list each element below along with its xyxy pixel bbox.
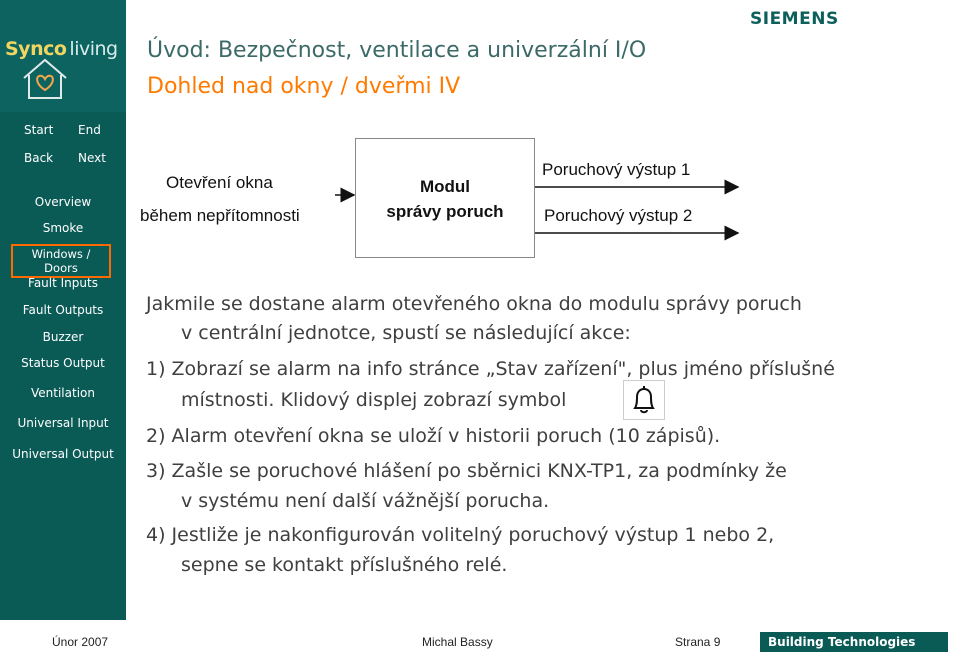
body-item3-line2: v systému není další vážnější porucha. xyxy=(181,490,550,512)
body-item4-line2: sepne se kontakt příslušného relé. xyxy=(181,554,508,576)
module-label-line1: Modul xyxy=(419,177,471,196)
diagram-input-line1: Otevření okna xyxy=(166,173,273,192)
sidebar-item-buzzer[interactable]: Buzzer xyxy=(42,330,84,344)
logo-suffix: living xyxy=(69,38,118,60)
body-item1-line2: místnosti. Klidový displej zobrazí symbol xyxy=(181,389,567,411)
sidebar-item-universal-output[interactable]: Universal Output xyxy=(12,447,114,461)
fault-module-diagram xyxy=(130,130,750,270)
sidebar-item-fault-inputs[interactable]: Fault Inputs xyxy=(28,276,98,290)
next-button[interactable]: Next xyxy=(78,151,106,165)
body-item2: 2) Alarm otevření okna se uloží v historii poruch (10 zápisů). xyxy=(146,425,721,447)
sidebar-item-status-output[interactable]: Status Output xyxy=(21,356,105,370)
sidebar-item-universal-input[interactable]: Universal Input xyxy=(17,416,109,430)
end-button[interactable]: End xyxy=(78,123,101,137)
footer-page-number: Strana 9 xyxy=(675,635,721,649)
sidebar-item-windows-doors[interactable]: Windows / Doors xyxy=(11,244,111,278)
body-item3-line1: 3) Zašle se poruchové hlášení po sběrnici KNX-TP1, za podmínky že xyxy=(146,460,787,482)
sidebar-item-overview[interactable]: Overview xyxy=(34,195,92,209)
sidebar-item-ventilation[interactable]: Ventilation xyxy=(31,386,95,400)
synco-logo xyxy=(0,0,126,112)
sidebar-item-smoke[interactable]: Smoke xyxy=(42,221,84,235)
footer-division: Building Technologies xyxy=(760,632,948,652)
page-subtitle: Dohled nad okny / dveřmi IV xyxy=(147,74,461,99)
footer-date: Únor 2007 xyxy=(52,635,109,649)
page-title: Úvod: Bezpečnost, ventilace a univerzální I/O xyxy=(147,38,647,63)
module-box xyxy=(355,138,535,258)
diagram-output2: Poruchový výstup 2 xyxy=(544,206,693,225)
body-item1-line1: 1) Zobrazí se alarm na info stránce „Stav zařízení", plus jméno příslušné xyxy=(146,358,835,380)
diagram-output1: Poruchový výstup 1 xyxy=(542,160,691,179)
body-intro-1: Jakmile se dostane alarm otevřeného okna do modulu správy poruch xyxy=(146,293,802,315)
back-button[interactable]: Back xyxy=(24,151,54,165)
logo-name: Synco xyxy=(5,38,67,60)
diagram-input-line2: během nepřítomnosti xyxy=(140,206,300,225)
house-heart-icon xyxy=(20,56,70,100)
bell-icon xyxy=(623,380,665,420)
siemens-logo: SIEMENS xyxy=(750,9,839,29)
footer-author: Michal Bassy xyxy=(422,635,493,649)
module-label-line2: správy poruch xyxy=(386,202,504,221)
start-button[interactable]: Start xyxy=(24,123,54,137)
body-intro-2: v centrální jednotce, spustí se následující akce: xyxy=(181,322,631,344)
sidebar-item-fault-outputs[interactable]: Fault Outputs xyxy=(22,303,104,317)
body-item4-line1: 4) Jestliže je nakonfigurován volitelný poruchový výstup 1 nebo 2, xyxy=(146,524,775,546)
